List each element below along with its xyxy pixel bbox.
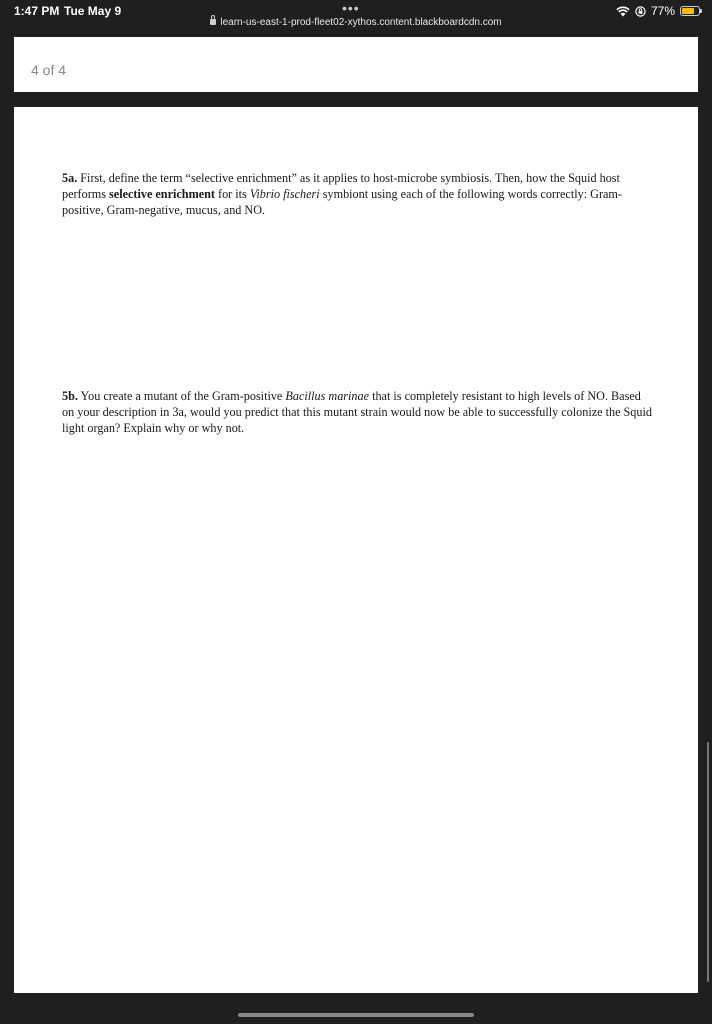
orientation-lock-icon bbox=[635, 6, 646, 17]
wifi-icon bbox=[616, 6, 630, 17]
url-bar[interactable] bbox=[0, 17, 712, 28]
question-5a-text-2: for its bbox=[214, 187, 250, 201]
document-page bbox=[14, 107, 698, 993]
question-5a-text-3: symbiont using each of the following words correctly: Gram-positive, Gram-negative, mucus, and NO. bbox=[62, 187, 622, 217]
question-5a bbox=[62, 170, 652, 218]
status-time: 1:47 PM bbox=[14, 4, 60, 18]
home-indicator[interactable] bbox=[238, 1013, 474, 1017]
url-text: learn-us-east-1-prod-fleet02-xythos.content.blackboardcdn.com bbox=[220, 17, 502, 28]
status-bar bbox=[0, 0, 712, 36]
question-5b bbox=[62, 388, 652, 436]
question-5b-text-1: You create a mutant of the Gram-positive bbox=[77, 389, 286, 403]
question-5a-bold-term: selective enrichment bbox=[109, 187, 215, 201]
status-right-group bbox=[616, 4, 700, 18]
page-counter: 4 of 4 bbox=[31, 62, 67, 78]
battery-icon bbox=[680, 6, 700, 16]
question-5b-species: Bacillus marinae bbox=[285, 389, 370, 403]
page-counter-panel bbox=[14, 37, 698, 92]
battery-percent: 77% bbox=[650, 4, 675, 18]
status-date: Tue May 9 bbox=[64, 4, 122, 18]
question-5a-label: 5a. bbox=[62, 171, 78, 185]
multitasking-dots-icon[interactable]: ••• bbox=[342, 0, 360, 16]
question-5b-label: 5b. bbox=[62, 389, 78, 403]
question-5b-text-2: that is completely resistant to high levels of NO. Based on your description in 3a, would you predict that this mutant strain would now be able to successfully colonize the Squid light organ? Explain why or why not. bbox=[62, 389, 652, 435]
scrollbar[interactable] bbox=[707, 742, 709, 982]
question-5a-species: Vibrio fischeri bbox=[249, 187, 320, 201]
question-5a-text-1: First, define the term “selective enrichment” as it applies to host-microbe symbiosis. Then, how the Squid host performs bbox=[62, 171, 620, 201]
lock-icon bbox=[210, 19, 216, 25]
